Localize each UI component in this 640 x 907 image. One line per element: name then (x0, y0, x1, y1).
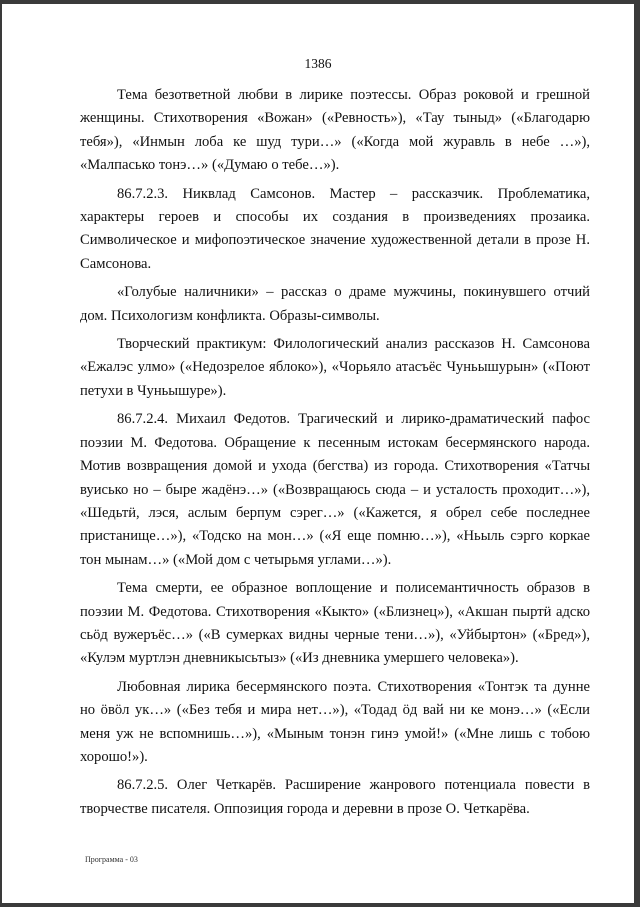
paragraph-blue-shutters: «Голубые наличники» – рассказ о драме мужчины, покинувшего отчий дом. Психологизм конфликта. Образы-символы. (80, 284, 590, 324)
page-body (80, 84, 590, 826)
footer-note: Программа - 03 (85, 855, 138, 864)
paragraph-workshop: Творческий практикум: Филологический анализ рассказов Н. Самсонова «Ежалэс улмо» («Недозрелое яблоко»), «Чорьяло атасъёс Чуньышурын» («Поют петухи в Чуньышуре»). (80, 336, 590, 399)
paragraph-samsonov: 86.7.2.3. Никвлад Самсонов. Мастер – рассказчик. Проблематика, характеры героев и способы их создания в произведениях прозаика. Символическое и мифопоэтическое значение художественной детали в прозе Н. Самсонова. (80, 185, 590, 272)
paragraph-fedotov: 86.7.2.4. Михаил Федотов. Трагический и лирико-драматический пафос поэзии М. Федотова. Обращение к песенным истокам бесермянского народа. Мотив возвращения домой и ухода (бегства) из города. Стихотворения «Татчы вуисько но – быре жадёнэ…» («Возвращаюсь сюда – и усталость проходит…»), «Шедьтӥ, лэся, аслым берпум сэрег…» («Кажется, я обрел себе последнее пристанище…»), «Тодско на мон…» («Я еще помню…»), «Ньыль сэрго коркае тон мынам…» («Мой дом с четырьмя углами…»). (80, 411, 590, 568)
page-number: 1386 (304, 56, 332, 71)
paragraph-love-lyrics: Любовная лирика бесермянского поэта. Стихотворения «Тонтэк та дунне но ӧвӧл ук…» («Без тебя и мира нет…»), «Тодад ӧд вай ни ке монэ…» («Если меня уж не вспомнишь…»), «Мыным тонэн гинэ умой!» («Мне лишь с тобою хорошо!»). (80, 678, 590, 765)
paragraph-love-theme: Тема безответной любви в лирике поэтессы. Образ роковой и грешной женщины. Стихотворения «Вожан» («Ревность»), «Тау тыныд» («Благодарю тебя»), «Инмын лоба ке шуд тури…» («Когда мой журавль в небе …»), «Малпасько тонэ…» («Думаю о тебе…»). (80, 87, 590, 174)
paragraph-chetkarev: 86.7.2.5. Олег Четкарёв. Расширение жанрового потенциала повести в творчестве писателя. Оппозиция города и деревни в прозе О. Четкарёва. (80, 777, 590, 817)
paragraph-death-theme: Тема смерти, ее образное воплощение и полисемантичность образов в поэзии М. Федотова. Стихотворения «Кыкто» («Близнец»), «Акшан пыртӥ адско сьӧд вужеръёс…» («В сумерках видны черные тени…»), «Уйбыртон» («Бред»), «Кулэм муртлэн дневникысьтыз» («Из дневника умершего человека»). (80, 580, 590, 667)
document-page (2, 4, 634, 903)
